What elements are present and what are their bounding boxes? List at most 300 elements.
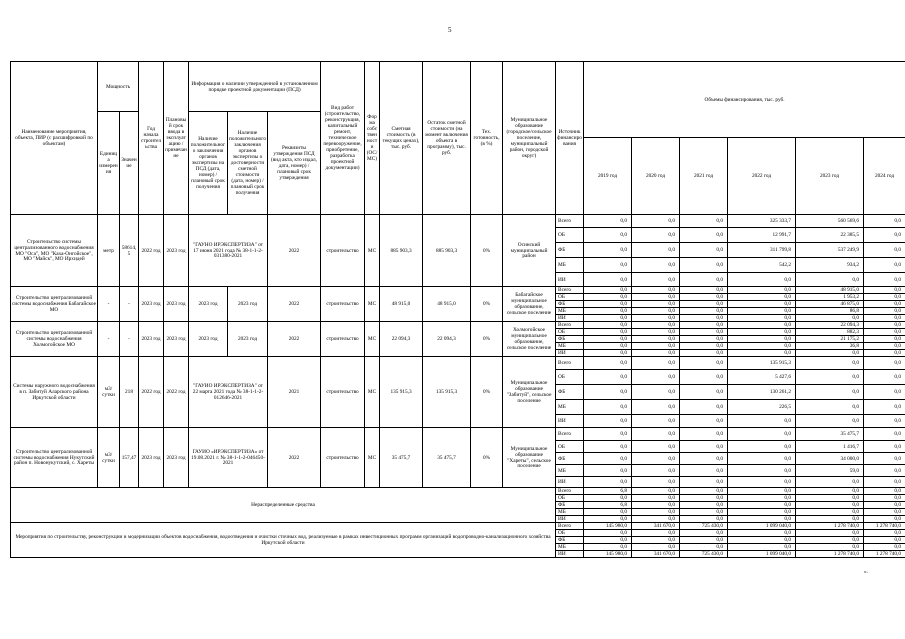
value-cell: 0,0	[584, 477, 632, 488]
value-cell: 0,0	[728, 477, 796, 488]
psd-requisites: 2022	[268, 215, 321, 287]
value-cell: 1 278 740,0	[864, 551, 905, 558]
capacity-value: 218	[120, 357, 139, 428]
value-cell: 0,0	[632, 400, 680, 415]
value-cell: 0,0	[864, 441, 905, 453]
capacity-value: -	[120, 287, 139, 322]
value-cell: 0,0	[864, 357, 905, 370]
value-cell: 0,0	[680, 477, 728, 488]
value-cell: 0,0	[728, 465, 796, 477]
value-cell: 0,0	[864, 530, 905, 537]
source-cell: ФБ	[556, 336, 584, 343]
value-cell: 0,0	[864, 400, 905, 415]
value-cell: 0,0	[864, 329, 905, 336]
value-cell: 21 175,2	[796, 336, 864, 343]
source-cell: ФБ	[556, 301, 584, 308]
value-cell: 325 333,7	[728, 215, 796, 228]
header-name: Наименование мероприятия, объекта, ПИР (с расшифровкой по объектам)	[11, 62, 98, 215]
value-cell: 0,0	[632, 495, 680, 502]
source-cell: Всего	[556, 287, 584, 294]
source-cell: МБ	[556, 258, 584, 273]
value-cell: 0,0	[864, 453, 905, 465]
value-cell: 0,0	[864, 336, 905, 343]
value-cell: 0,0	[680, 453, 728, 465]
value-cell: 0,0	[864, 215, 905, 228]
source-cell: Всего	[556, 322, 584, 329]
table-row	[11, 357, 905, 370]
estimate-cost: 48 915,0	[380, 287, 423, 322]
readiness: 0%	[471, 215, 503, 287]
value-cell: 0,0	[728, 428, 796, 441]
psd-requisites: 2022	[268, 428, 321, 488]
value-cell: 0,0	[728, 509, 796, 516]
object-name: Системы наружного водоснабжения в п. Забитуй Аларского района Иркутской области	[11, 357, 98, 428]
value-cell: 0,0	[680, 294, 728, 301]
value-cell: 0,0	[632, 370, 680, 385]
psd-requisites: 2021	[268, 357, 321, 428]
psd-expertise: ГАУИО «ИРЭКСПЕРТИЗА» от 19.08.2021 г. № 38-1-1-2-046450-2021	[189, 428, 268, 488]
value-cell: 0,0	[796, 488, 864, 495]
value-cell: 0,0	[680, 329, 728, 336]
capacity-unit: -	[98, 322, 120, 357]
value-cell: 0,0	[680, 243, 728, 258]
capacity-unit: м3/сутки	[98, 357, 120, 428]
value-cell: 0,0	[864, 294, 905, 301]
value-cell: 0,0	[680, 350, 728, 357]
value-cell: 0,0	[796, 315, 864, 322]
header-year: 2022 год	[728, 138, 796, 215]
estimate-cost: 885 903,3	[380, 215, 423, 287]
value-cell: 0,0	[864, 322, 905, 329]
value-cell: 48 915,0	[796, 287, 864, 294]
tail-mark: ».	[864, 569, 868, 575]
source-cell: ИИ	[556, 350, 584, 357]
value-cell: 135 915,3	[728, 357, 796, 370]
value-cell: 0,0	[584, 308, 632, 315]
source-cell: ФБ	[556, 243, 584, 258]
value-cell: 0,0	[632, 322, 680, 329]
object-name: Строительство централизованной системы водоснабжения Холмогойское МО	[11, 322, 98, 357]
value-cell: 0,0	[632, 502, 680, 509]
value-cell: 0,0	[584, 544, 632, 551]
value-cell: 0,0	[584, 465, 632, 477]
source-cell: МБ	[556, 308, 584, 315]
ownership: МС	[365, 322, 380, 357]
value-cell: 537 249,9	[796, 243, 864, 258]
value-cell: 0,0	[584, 315, 632, 322]
table-row	[11, 523, 905, 530]
value-cell: 0,0	[864, 308, 905, 315]
value-cell: 0,0	[584, 287, 632, 294]
value-cell: 0,0	[632, 509, 680, 516]
value-cell: 0,0	[864, 228, 905, 243]
header-year: 2023 год	[796, 138, 864, 215]
value-cell: 36,8	[796, 343, 864, 350]
value-cell: 0,0	[632, 243, 680, 258]
estimate-cost: 35 475,7	[380, 428, 423, 488]
value-cell: 0,0	[728, 537, 796, 544]
value-cell: 0,0	[864, 273, 905, 287]
value-cell: 0,0	[864, 502, 905, 509]
value-cell: 0,0	[584, 343, 632, 350]
ownership: МС	[365, 357, 380, 428]
value-cell: 0,0	[632, 273, 680, 287]
value-cell: 0,0	[680, 258, 728, 273]
start-year: 2023 год	[139, 287, 164, 322]
value-cell: 0,0	[680, 215, 728, 228]
value-cell: 0,0	[796, 415, 864, 428]
value-cell: 0,0	[632, 428, 680, 441]
value-cell: 341 670,0	[632, 551, 680, 558]
header-readiness: Тех. готовность, (в %)	[471, 62, 503, 215]
source-cell: ИИ	[556, 551, 584, 558]
value-cell: 0,0	[864, 301, 905, 308]
value-cell: 0,0	[680, 400, 728, 415]
value-cell: 0,0	[728, 315, 796, 322]
header-start-year: Год начала строительства	[139, 62, 164, 215]
value-cell: 0,0	[680, 385, 728, 400]
value-cell: 22 385,5	[796, 228, 864, 243]
value-cell: 0,0	[728, 350, 796, 357]
value-cell: 0,0	[680, 530, 728, 537]
value-cell: 311 799,8	[728, 243, 796, 258]
source-cell: ИИ	[556, 273, 584, 287]
value-cell: 1 278 740,0	[796, 523, 864, 530]
value-cell: 560 569,6	[796, 215, 864, 228]
value-cell: 0,0	[796, 530, 864, 537]
header-year: 2021 год	[680, 138, 728, 215]
source-cell: МБ	[556, 400, 584, 415]
table-row	[11, 215, 905, 228]
header-psd-requisites: Реквизиты утверждения ПСД (вид акта, кто издал, дата, номер) / плановый срок утверждения	[268, 112, 321, 215]
value-cell: 0,0	[728, 322, 796, 329]
capacity-unit: -	[98, 287, 120, 322]
value-cell: 34 000,0	[796, 453, 864, 465]
source-cell: МБ	[556, 544, 584, 551]
source-cell: ОБ	[556, 329, 584, 336]
table-row	[11, 488, 905, 495]
value-cell: 1 278 740,0	[796, 551, 864, 558]
capacity-value: -	[120, 322, 139, 357]
value-cell: 0,0	[680, 322, 728, 329]
value-cell: 0,0	[864, 495, 905, 502]
value-cell: 0,0	[632, 530, 680, 537]
value-cell: 0,0	[864, 385, 905, 400]
value-cell: 130 261,2	[728, 385, 796, 400]
value-cell: 0,0	[864, 343, 905, 350]
header-ownership: Форма собственности (ОС/МС)	[365, 62, 380, 215]
value-cell: 0,0	[864, 477, 905, 488]
header-psd-estimate: Наличие положительного заключения органов экспертизы о достоверности сметной стоимости (дата, номер) / плановый срок получения	[228, 112, 268, 215]
value-cell: 0,0	[864, 258, 905, 273]
readiness: 0%	[471, 322, 503, 357]
header-capacity-unit: Единица измерения	[98, 112, 120, 215]
plan-year: 2023 год	[164, 428, 189, 488]
value-cell: 0,0	[584, 357, 632, 370]
value-cell: 0,0	[680, 441, 728, 453]
source-cell: ОБ	[556, 495, 584, 502]
value-cell: 0,0	[680, 544, 728, 551]
value-cell: 226,5	[728, 400, 796, 415]
value-cell: 0,0	[584, 385, 632, 400]
value-cell: 0,0	[584, 336, 632, 343]
source-cell: ФБ	[556, 502, 584, 509]
value-cell: 0,0	[632, 215, 680, 228]
header-plan-year: Плановый срок ввода в эксплуатацию / примечание	[164, 62, 189, 215]
value-cell: 0,0	[584, 370, 632, 385]
value-cell: 0,0	[632, 294, 680, 301]
remaining-cost: 35 475,7	[423, 428, 471, 488]
value-cell: 0,0	[796, 357, 864, 370]
work-type: строительство	[321, 215, 365, 287]
capacity-value: 157,47	[120, 428, 139, 488]
value-cell: 0,0	[864, 428, 905, 441]
header-capacity: Мощность	[98, 62, 139, 112]
value-cell: 1 099 040,0	[728, 551, 796, 558]
value-cell: 0,0	[728, 502, 796, 509]
source-cell: ИИ	[556, 415, 584, 428]
value-cell: 0,0	[584, 228, 632, 243]
value-cell: 0,0	[584, 530, 632, 537]
value-cell: 0,0	[680, 428, 728, 441]
capacity-unit: метр	[98, 215, 120, 287]
value-cell: 35 475,7	[796, 428, 864, 441]
value-cell: 0,0	[796, 544, 864, 551]
source-cell: ОБ	[556, 294, 584, 301]
header-year: 2020 год	[632, 138, 680, 215]
start-year: 2022 год	[139, 357, 164, 428]
value-cell: 0,0	[864, 315, 905, 322]
value-cell: 0,0	[796, 495, 864, 502]
value-cell: 0,0	[796, 516, 864, 523]
source-cell: ФБ	[556, 537, 584, 544]
value-cell: 0,0	[632, 544, 680, 551]
municipality: Бабагайское муниципальное образование, сельское поселение	[503, 287, 556, 322]
value-cell: 0,0	[796, 273, 864, 287]
value-cell: 0,0	[584, 509, 632, 516]
psd-expertise: 2023 год	[189, 322, 228, 357]
value-cell: 0,0	[796, 502, 864, 509]
header-work-type: Вид работ (строительство, реконструкция, капитальный ремонт, техническое перевооружение, приобретение, разработка проектной документации)	[321, 62, 365, 215]
source-cell: ОБ	[556, 370, 584, 385]
value-cell: 0,0	[864, 544, 905, 551]
value-cell: 1 416,7	[796, 441, 864, 453]
value-cell: 0,0	[728, 343, 796, 350]
value-cell: 22 094,3	[796, 322, 864, 329]
value-cell: 0,0	[584, 495, 632, 502]
estimate-cost: 22 094,3	[380, 322, 423, 357]
psd-estimate: 2023 год	[228, 287, 268, 322]
value-cell: 0,0	[864, 287, 905, 294]
value-cell: 0,0	[680, 287, 728, 294]
value-cell: 0,0	[796, 350, 864, 357]
header-volumes: Объемы финансирования, тыс. руб.	[584, 62, 905, 138]
source-cell: Всего	[556, 428, 584, 441]
table-row	[11, 322, 905, 329]
value-cell: 145 980,0	[584, 551, 632, 558]
start-year: 2023 год	[139, 428, 164, 488]
value-cell: 0,0	[632, 385, 680, 400]
value-cell: 542,2	[728, 258, 796, 273]
municipality: Осинский муниципальный район	[503, 215, 556, 287]
value-cell: 0,0	[632, 357, 680, 370]
source-cell: ОБ	[556, 530, 584, 537]
value-cell: 0,0	[632, 465, 680, 477]
value-cell: 0,0	[584, 294, 632, 301]
value-cell: 882,3	[796, 329, 864, 336]
source-cell: ФБ	[556, 385, 584, 400]
value-cell: 0,0	[584, 273, 632, 287]
value-cell: 0,0	[728, 415, 796, 428]
source-cell: МБ	[556, 465, 584, 477]
value-cell: 6,8	[584, 488, 632, 495]
work-type: строительство	[321, 428, 365, 488]
value-cell: 0,0	[680, 343, 728, 350]
value-cell: 0,0	[728, 273, 796, 287]
value-cell: 0,0	[864, 370, 905, 385]
value-cell: 0,0	[632, 315, 680, 322]
plan-year: 2023 год	[164, 215, 189, 287]
psd-requisites: 2022	[268, 287, 321, 322]
value-cell: 0,0	[796, 370, 864, 385]
value-cell: 0,0	[584, 243, 632, 258]
source-cell: Всего	[556, 523, 584, 530]
source-cell: Всего	[556, 215, 584, 228]
source-cell: Всего	[556, 488, 584, 495]
value-cell: 0,0	[632, 516, 680, 523]
value-cell: 0,0	[680, 228, 728, 243]
value-cell: 0,0	[728, 441, 796, 453]
value-cell: 0,0	[584, 415, 632, 428]
work-type: строительство	[321, 322, 365, 357]
value-cell: 0,0	[632, 308, 680, 315]
value-cell: 0,0	[728, 544, 796, 551]
header-source: Источник финансирования	[556, 62, 584, 215]
value-cell: 0,0	[728, 488, 796, 495]
psd-estimate: 2023 год	[228, 322, 268, 357]
value-cell: 0,0	[584, 350, 632, 357]
psd-requisites: 2022	[268, 322, 321, 357]
work-type: строительство	[321, 357, 365, 428]
value-cell: 0,0	[796, 385, 864, 400]
value-cell: 0,0	[680, 301, 728, 308]
value-cell: 0,0	[584, 441, 632, 453]
value-cell: 5 427,6	[728, 370, 796, 385]
value-cell: 86,8	[796, 308, 864, 315]
municipality: Муниципальное образование "Хареты", сельское поселение	[503, 428, 556, 488]
value-cell: 0,0	[728, 336, 796, 343]
value-cell: 0,0	[864, 488, 905, 495]
source-cell: ОБ	[556, 441, 584, 453]
ownership: МС	[365, 428, 380, 488]
source-cell: ИИ	[556, 477, 584, 488]
value-cell: 0,0	[632, 329, 680, 336]
source-cell: ИИ	[556, 516, 584, 523]
value-cell: 0,0	[680, 516, 728, 523]
readiness: 0%	[471, 428, 503, 488]
value-cell: 0,0	[728, 308, 796, 315]
source-cell: ФБ	[556, 453, 584, 465]
value-cell: 0,0	[632, 258, 680, 273]
value-cell: 0,0	[864, 350, 905, 357]
value-cell: 0,0	[680, 509, 728, 516]
value-cell: 0,0	[728, 516, 796, 523]
start-year: 2023 год	[139, 322, 164, 357]
ownership: МС	[365, 287, 380, 322]
value-cell: 0,0	[680, 308, 728, 315]
header-remaining-cost: Остаток сметной стоимости (на момент включения объекта в программу), тыс. руб.	[423, 62, 471, 215]
remaining-cost: 48 915,0	[423, 287, 471, 322]
source-cell: МБ	[556, 343, 584, 350]
capacity-unit: м3/сутки	[98, 428, 120, 488]
psd-expertise: "ГАУИО ИРЭКСПЕРТИЗА" от 22 марта 2021 года № 38-1-1-2-012646-2021	[189, 357, 268, 428]
table-row	[11, 287, 905, 294]
value-cell: 0,0	[728, 329, 796, 336]
value-cell: 0,0	[584, 258, 632, 273]
source-cell: МБ	[556, 509, 584, 516]
value-cell: 0,0	[680, 336, 728, 343]
value-cell: 1 278 740,0	[864, 523, 905, 530]
header-psd-group: Информация о наличии утвержденной в установленном порядке проектной документации (ПСД)	[189, 62, 321, 112]
value-cell: 0,0	[864, 509, 905, 516]
value-cell: 0,0	[680, 273, 728, 287]
summary-label: Мероприятия по строительству, реконструкции и модернизации объектов водоснабжения, водоотведения и очистки сточных вод, реализуемые в рамках инвестиционных программ организаций водопроводно-канализационного хозяйства Иркутской области	[11, 523, 556, 558]
value-cell: 934,2	[796, 258, 864, 273]
value-cell: 0,0	[796, 509, 864, 516]
plan-year: 2023 год	[164, 322, 189, 357]
readiness: 0%	[471, 357, 503, 428]
value-cell: 0,0	[864, 465, 905, 477]
value-cell: 0,0	[796, 537, 864, 544]
value-cell: 0,0	[728, 287, 796, 294]
value-cell: 0,0	[728, 301, 796, 308]
value-cell: 0,0	[680, 537, 728, 544]
value-cell: 0,0	[864, 243, 905, 258]
value-cell: 0,0	[584, 453, 632, 465]
value-cell: 341 670,0	[632, 523, 680, 530]
municipality: Холмогойское муниципальное образование, сельское поселение	[503, 322, 556, 357]
header-year: 2019 год	[584, 138, 632, 215]
value-cell: 725 430,0	[680, 523, 728, 530]
psd-expertise: 2023 год	[189, 287, 228, 322]
value-cell: 0,0	[680, 370, 728, 385]
value-cell: 0,0	[632, 453, 680, 465]
value-cell: 0,0	[864, 415, 905, 428]
value-cell: 0,0	[632, 441, 680, 453]
value-cell: 0,0	[584, 537, 632, 544]
remaining-cost: 885 903,3	[423, 215, 471, 287]
value-cell: 0,0	[632, 301, 680, 308]
table-row	[11, 428, 905, 441]
financing-table	[10, 61, 905, 558]
value-cell: 0,0	[632, 350, 680, 357]
remaining-cost: 22 094,3	[423, 322, 471, 357]
value-cell: 59,0	[796, 465, 864, 477]
value-cell: 1 099 040,0	[728, 523, 796, 530]
value-cell: 0,0	[680, 495, 728, 502]
psd-expertise: "ГАУНО ИРЭКСПЕРТИЗА" от 17 июня 2021 года № 38-1-1-2-031380-2021	[189, 215, 268, 287]
value-cell: 0,0	[632, 336, 680, 343]
value-cell: 0,0	[864, 516, 905, 523]
page-number: 5	[448, 26, 452, 34]
value-cell: 6,8	[584, 502, 632, 509]
unallocated-label: Нераспределенные средства	[11, 488, 556, 523]
header-estimate-cost: Сметная стоимость (в текущих ценах), тыс. руб.	[380, 62, 423, 215]
value-cell: 1 953,2	[796, 294, 864, 301]
value-cell: 0,0	[728, 294, 796, 301]
municipality: Муниципальное образование "Забитуй", сельское поселение	[503, 357, 556, 428]
object-name: Строительство централизованной системы водоснабжения Нукутский район п. Новонукутский, с. Хареты	[11, 428, 98, 488]
